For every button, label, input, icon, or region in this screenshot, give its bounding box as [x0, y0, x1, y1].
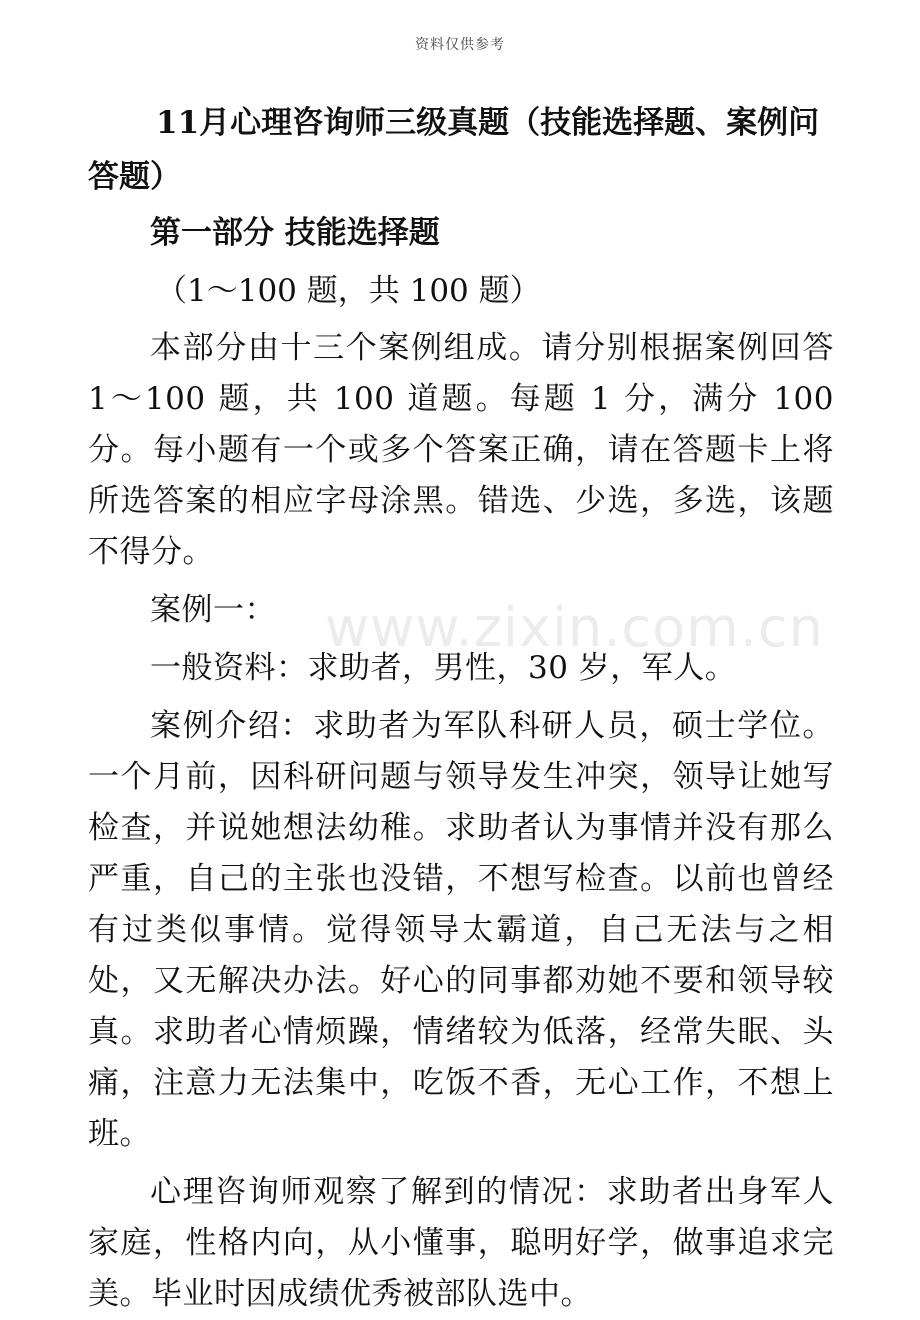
- case-label: 案例一：: [150, 592, 276, 628]
- document-title: 11月心理咨询师三级真题（技能选择题、案例问答题）: [88, 105, 820, 195]
- general-info-paragraph: 一般资料：求助者，男性，30 岁，军人。: [150, 650, 737, 686]
- instructions-paragraph: 本部分由十三个案例组成。请分别根据案例回答 1～100 题，共 100 道题。每题 1 分，满分 100 分。每小题有一个或多个答案正确，请在答题卡上将所选答案的相应字母涂黑。错选、少选，多选，该题不得分。: [88, 330, 834, 570]
- watermark: www.zixin.com.cn: [325, 596, 824, 659]
- header-note: 资料仅供参考: [415, 37, 505, 53]
- document-body: [88, 96, 834, 1320]
- counselor-observation-paragraph: 心理咨询师观察了解到的情况：求助者出身军人家庭，性格内向，从小懂事，聪明好学，做事追求完美。毕业时因成绩优秀被部队选中。: [88, 1174, 834, 1312]
- case-introduction-paragraph: 案例介绍：求助者为军队科研人员，硕士学位。一个月前，因科研问题与领导发生冲突，领导让她写检查，并说她想法幼稚。求助者认为事情并没有那么严重，自己的主张也没错，不想写检查。以前也曾经有过类似事情。觉得领导太霸道，自己无法与之相处，又无解决办法。好心的同事都劝她不要和领导较真。求助者心情烦躁，情绪较为低落，经常失眠、头痛，注意力无法集中，吃饭不香，无心工作，不想上班。: [88, 708, 834, 1152]
- question-range: （1～100 题，共 100 题）: [156, 273, 541, 309]
- section-heading: 第一部分 技能选择题: [150, 215, 440, 251]
